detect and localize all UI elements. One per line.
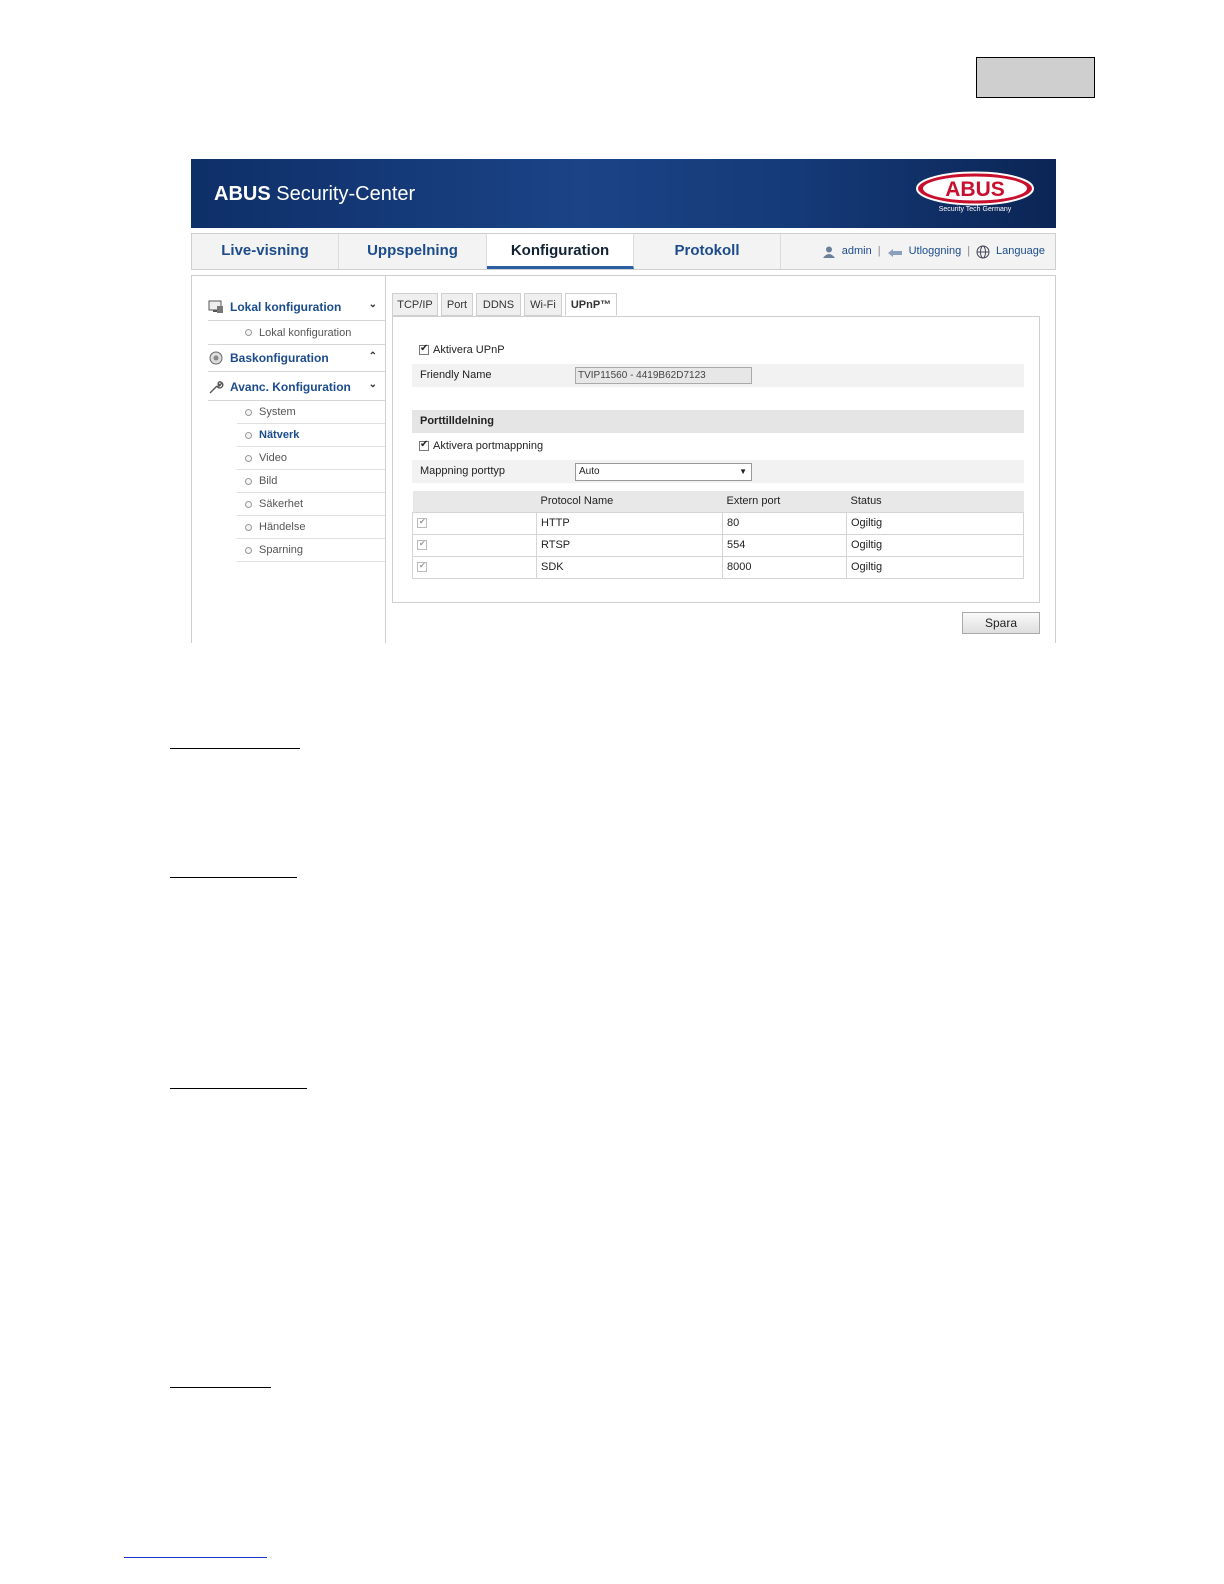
status-cell: Ogiltig bbox=[847, 534, 1024, 556]
status-cell: Ogiltig bbox=[847, 512, 1024, 534]
port-mapping-table bbox=[412, 491, 1024, 579]
subtab-upnp[interactable]: UPnP™ bbox=[565, 293, 617, 316]
row-checkbox[interactable] bbox=[417, 540, 427, 550]
protocol-cell: SDK bbox=[537, 556, 723, 578]
bullet-icon bbox=[245, 478, 252, 485]
port-cell: 80 bbox=[723, 512, 847, 534]
tab-konfiguration[interactable]: Konfiguration bbox=[487, 234, 634, 269]
friendly-name-label: Friendly Name bbox=[420, 369, 492, 381]
subtab-ddns[interactable]: DDNS bbox=[476, 293, 521, 316]
bullet-icon bbox=[245, 455, 252, 462]
table-header-status: Status bbox=[847, 491, 1024, 512]
chevron-down-icon: ⌄ bbox=[368, 379, 377, 390]
table-header-protocol: Protocol Name bbox=[537, 491, 723, 512]
sidebar-section-lokal[interactable]: Lokal konfiguration ⌄ bbox=[208, 293, 385, 321]
bullet-icon bbox=[245, 409, 252, 416]
table-header-port: Extern port bbox=[723, 491, 847, 512]
sidebar-item-bild[interactable]: Bild bbox=[237, 470, 385, 493]
logout-link[interactable]: Utloggning bbox=[908, 245, 962, 257]
table-header-row bbox=[413, 491, 1024, 512]
sidebar-item-video[interactable]: Video bbox=[237, 447, 385, 470]
friendly-name-row bbox=[412, 364, 1024, 387]
sidebar-item-lokal-konfiguration[interactable]: Lokal konfiguration bbox=[237, 321, 385, 344]
mapping-type-select[interactable]: Auto ▼ bbox=[575, 463, 752, 481]
sidebar-item-handelse[interactable]: Händelse bbox=[237, 516, 385, 539]
heading-underline bbox=[170, 1387, 271, 1388]
abus-logo bbox=[915, 171, 1035, 206]
protocol-cell: RTSP bbox=[537, 534, 723, 556]
heading-underline bbox=[170, 1088, 307, 1089]
mapping-type-row bbox=[412, 460, 1024, 483]
sidebar-section-bas[interactable]: Baskonfiguration ⌃ bbox=[208, 344, 385, 372]
bullet-icon bbox=[245, 329, 252, 336]
port-cell: 8000 bbox=[723, 556, 847, 578]
sidebar bbox=[192, 276, 386, 643]
bullet-icon bbox=[245, 432, 252, 439]
upnp-enable-label: Aktivera UPnP bbox=[433, 344, 505, 356]
bullet-icon bbox=[245, 547, 252, 554]
logo-tagline: Security Tech Germany bbox=[938, 206, 1012, 213]
language-link[interactable]: Language bbox=[996, 245, 1045, 257]
user-bar: admin | Utloggning | Language bbox=[822, 234, 1045, 269]
sidebar-item-sparning[interactable]: Sparning bbox=[237, 539, 385, 562]
port-mapping-header: Porttilldelning bbox=[412, 410, 1024, 433]
chevron-up-icon: ⌃ bbox=[368, 351, 377, 362]
page-marker-box bbox=[976, 57, 1095, 98]
main-nav bbox=[191, 233, 1056, 270]
bullet-icon bbox=[245, 501, 252, 508]
footer-link-underline bbox=[124, 1557, 267, 1558]
logout-icon bbox=[887, 247, 903, 257]
user-icon bbox=[822, 245, 836, 259]
config-content bbox=[191, 275, 1056, 643]
port-cell: 554 bbox=[723, 534, 847, 556]
tab-uppspelning[interactable]: Uppspelning bbox=[339, 234, 487, 269]
friendly-name-input[interactable]: TVIP11560 - 4419B62D7123 bbox=[575, 367, 752, 384]
table-row bbox=[413, 556, 1024, 578]
table-header-check bbox=[413, 491, 537, 512]
subtab-wifi[interactable]: Wi-Fi bbox=[524, 293, 562, 316]
logo-text: ABUS bbox=[945, 178, 1005, 201]
port-mapping-enable-checkbox[interactable] bbox=[419, 441, 429, 451]
protocol-cell: HTTP bbox=[537, 512, 723, 534]
upnp-enable-checkbox[interactable] bbox=[419, 345, 429, 355]
username[interactable]: admin bbox=[841, 245, 872, 257]
bullet-icon bbox=[245, 524, 252, 531]
row-checkbox[interactable] bbox=[417, 562, 427, 572]
table-row bbox=[413, 512, 1024, 534]
sidebar-item-natverk[interactable]: Nätverk bbox=[237, 424, 385, 447]
save-button[interactable]: Spara bbox=[962, 612, 1040, 634]
upnp-panel bbox=[392, 316, 1040, 603]
tab-protokoll[interactable]: Protokoll bbox=[634, 234, 781, 269]
sidebar-section-avanc[interactable]: Avanc. Konfiguration ⌄ bbox=[208, 373, 385, 401]
tab-live-visning[interactable]: Live-visning bbox=[192, 234, 339, 269]
security-center-screenshot bbox=[191, 159, 1056, 643]
globe-gear-icon bbox=[208, 350, 224, 366]
monitor-icon bbox=[208, 299, 224, 315]
sidebar-item-sakerhet[interactable]: Säkerhet bbox=[237, 493, 385, 516]
table-row bbox=[413, 534, 1024, 556]
chevron-down-icon: ⌄ bbox=[368, 299, 377, 310]
sidebar-item-system[interactable]: System bbox=[237, 401, 385, 424]
app-title: ABUS Security-Center bbox=[214, 183, 416, 205]
heading-underline bbox=[170, 748, 300, 749]
heading-underline bbox=[170, 877, 297, 878]
header-banner bbox=[191, 159, 1056, 228]
subtab-tcpip[interactable]: TCP/IP bbox=[392, 293, 438, 316]
port-mapping-enable-label: Aktivera portmappning bbox=[433, 440, 544, 452]
wrench-icon bbox=[208, 379, 224, 395]
subtab-port[interactable]: Port bbox=[441, 293, 473, 316]
port-mapping-enable-row bbox=[419, 440, 543, 452]
mapping-type-label: Mappning porttyp bbox=[420, 465, 505, 477]
status-cell: Ogiltig bbox=[847, 556, 1024, 578]
upnp-enable-row bbox=[419, 344, 505, 356]
globe-icon bbox=[976, 245, 990, 259]
dropdown-arrow-icon: ▼ bbox=[739, 467, 747, 476]
row-checkbox[interactable] bbox=[417, 518, 427, 528]
